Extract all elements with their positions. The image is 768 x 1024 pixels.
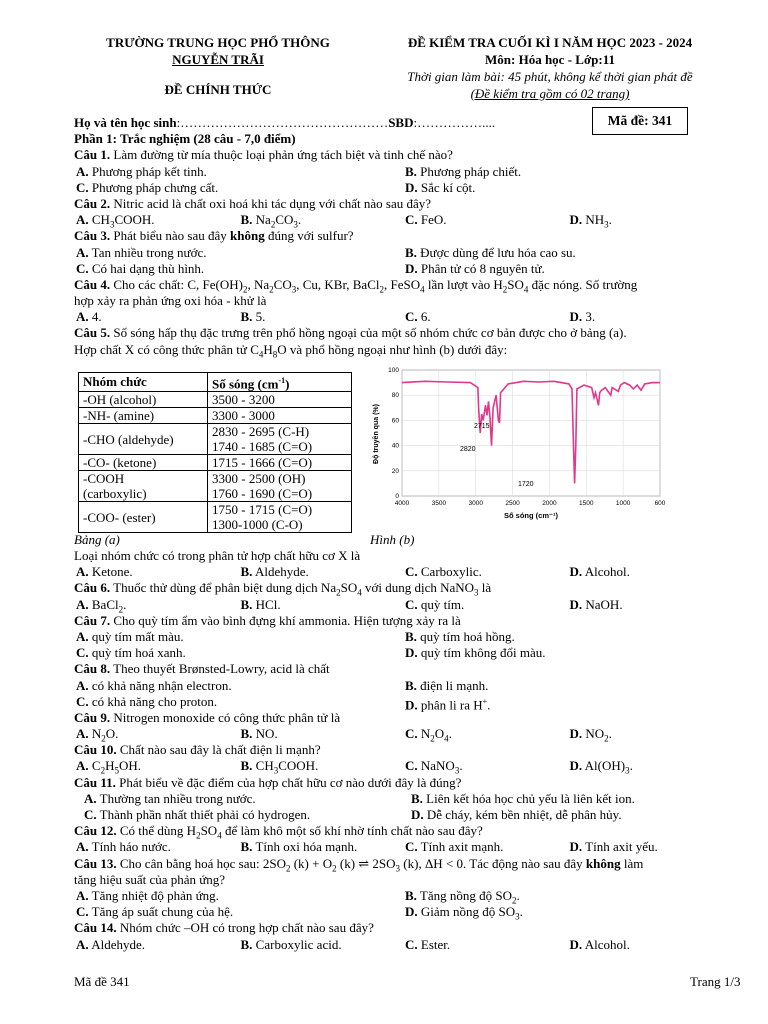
option-d[interactable]: D. $NO_2$. bbox=[569, 726, 612, 744]
option-b[interactable]: B. Liên kết hóa học chủ yếu là liên kết ion. bbox=[411, 790, 635, 806]
option-d[interactable]: D. phân li ra H+. bbox=[405, 696, 491, 713]
option-a[interactable]: A. Thường tan nhiều trong nước. bbox=[84, 790, 256, 806]
option-b[interactable]: B. HCl. bbox=[240, 596, 281, 612]
x-tick-label: 2500 bbox=[505, 499, 520, 507]
option-c[interactable]: C. Có hai dạng thù hình. bbox=[76, 260, 205, 276]
x-tick-label: 600 bbox=[654, 499, 666, 507]
footer-page-number: Trang 1/3 bbox=[690, 974, 741, 989]
question-number: Câu 1. bbox=[74, 147, 111, 163]
name-label: Họ và tên học sinh bbox=[74, 115, 177, 130]
q14-options bbox=[74, 937, 734, 953]
caption-table-a: Bảng (a) bbox=[74, 531, 120, 547]
question-11: Câu 11. Phát biểu về đặc điểm của hợp chất hữu cơ nào dưới đây là đúng? bbox=[74, 774, 462, 790]
q13-options-row2 bbox=[74, 904, 734, 920]
option-d[interactable]: D. Giảm nồng độ $SO_3$. bbox=[405, 904, 523, 922]
q3-options-row2 bbox=[74, 261, 734, 277]
option-b[interactable]: B. Tăng nồng độ $SO_2$. bbox=[405, 887, 520, 906]
option-a[interactable]: A. $CH_3COOH$. bbox=[76, 212, 155, 230]
y-tick-label: 40 bbox=[391, 442, 399, 450]
exam-code-box: Mã đề: 341 bbox=[592, 107, 688, 135]
y-tick-label: 80 bbox=[391, 392, 399, 400]
option-a[interactable]: A. $C_2H_5OH$. bbox=[76, 758, 141, 777]
question-4-cont: hợp xảy ra phản ứng oxi hóa - khử là bbox=[74, 293, 267, 309]
table-cell: -NH- (amine) bbox=[79, 408, 208, 424]
q2-options bbox=[74, 212, 734, 228]
q10-options bbox=[74, 758, 734, 777]
option-d[interactable]: D. Alcohol. bbox=[569, 936, 630, 952]
option-c[interactable]: C. $N_2O_4$. bbox=[405, 726, 452, 744]
y-axis-label: Độ truyền qua (%) bbox=[373, 403, 380, 464]
option-c[interactable]: C. có khả năng cho proton. bbox=[76, 693, 218, 709]
student-info-line bbox=[74, 115, 734, 131]
name-dots: :………………………………………… bbox=[176, 115, 389, 130]
y-tick-label: 60 bbox=[391, 417, 399, 425]
question-8: Câu 8. Theo thuyết Brønsted-Lowry, acid là chất bbox=[74, 661, 330, 677]
y-tick-label: 100 bbox=[388, 366, 399, 374]
question-14: Câu 14. Nhóm chức –OH có trong hợp chất nào sau đây? bbox=[74, 920, 374, 936]
question-5-cont: Hợp chất X có công thức phân tử $C_4H_8O$ và phổ hồng ngoại như hình (b) dưới đây: bbox=[74, 341, 508, 360]
option-c[interactable]: C. Carboxylic. bbox=[405, 564, 482, 580]
table-cell: -CO- (ketone) bbox=[79, 455, 208, 471]
question-3: Câu 3. Phát biểu nào sau đây không đúng với sulfur? bbox=[74, 228, 354, 244]
q8-options-row1 bbox=[74, 678, 734, 694]
question-13: Câu 13. Cho cân bằng hoá học sau: $2SO_2$ $(k) + O_2$ (k) ⇌ $2SO_3$ (k), ΔH < 0. Tác động nào sau đây không làm bbox=[74, 855, 644, 874]
option-a[interactable]: A. Tính háo nước. bbox=[76, 839, 171, 855]
y-tick-label: 20 bbox=[391, 467, 399, 475]
table-cell: 1715 - 1666 (C=O) bbox=[208, 455, 352, 471]
q12-options bbox=[74, 839, 734, 855]
option-b[interactable]: B. 5. bbox=[240, 309, 266, 325]
question-10: Câu 10. Chất nào sau đây là chất điện li mạnh? bbox=[74, 742, 321, 758]
time-line: Thời gian làm bài: 45 phút, không kể thời gian phát đề bbox=[407, 69, 693, 84]
part1-heading: Phần 1: Trắc nghiệm (28 câu - 7,0 điểm) bbox=[74, 131, 296, 147]
option-d[interactable]: D. Sắc kí cột. bbox=[405, 179, 476, 195]
option-b[interactable]: B. quỳ tím hoá hồng. bbox=[405, 628, 515, 644]
question-6: Câu 6. Thuốc thử dùng để phân biệt dung dịch $Na_2SO_4$ với dung dịch NaNO$_3$ là bbox=[74, 580, 492, 598]
table-cell: -COO- (ester) bbox=[79, 502, 208, 533]
question-12: Câu 12. Có thể dùng $H_2SO_4$ để làm khô một số khí nhờ tính chất nào sau đây? bbox=[74, 823, 483, 841]
option-d[interactable]: D. 3. bbox=[569, 309, 596, 325]
school-header bbox=[78, 34, 358, 98]
option-d[interactable]: D. NaOH. bbox=[569, 596, 623, 612]
exam-title: ĐỀ KIỂM TRA CUỐI KÌ I NĂM HỌC 2023 - 2024 bbox=[407, 35, 693, 50]
option-b[interactable]: B. Phương pháp chiết. bbox=[405, 163, 522, 179]
exam-content bbox=[74, 115, 734, 953]
option-b[interactable]: B. Carboxylic acid. bbox=[240, 936, 342, 952]
option-b[interactable]: B. $Na_2CO_3$. bbox=[240, 212, 302, 230]
option-b[interactable]: B. Tính oxi hóa mạnh. bbox=[240, 839, 358, 855]
school-name-line1: TRƯỜNG TRUNG HỌC PHỔ THÔNG bbox=[106, 35, 330, 50]
option-a[interactable]: A. Ketone. bbox=[76, 564, 133, 580]
table-cell: -CHO (aldehyde) bbox=[79, 424, 208, 455]
q7-options-row2 bbox=[74, 645, 734, 661]
x-tick-label: 2000 bbox=[542, 499, 557, 507]
table-cell: 3500 - 3200 bbox=[208, 392, 352, 408]
x-tick-label: 4000 bbox=[394, 499, 410, 507]
option-a[interactable]: A. Tan nhiều trong nước. bbox=[76, 244, 207, 260]
option-a[interactable]: A. 4. bbox=[76, 309, 102, 325]
option-a[interactable]: A. có khả năng nhận electron. bbox=[76, 677, 232, 693]
peak-label-2820: 2820 bbox=[460, 445, 476, 453]
table-header-wavenumber: Số sóng $(cm^{-1})$ bbox=[208, 372, 352, 391]
x-tick-label: 3500 bbox=[431, 499, 447, 507]
footer-exam-code: Mã đề 341 bbox=[74, 974, 130, 989]
option-b[interactable]: B. Aldehyde. bbox=[240, 564, 309, 580]
school-name-line2: NGUYỄN TRÃI bbox=[172, 52, 264, 67]
question-number: Câu 2. bbox=[74, 195, 111, 211]
option-c[interactable]: C. Tăng áp suất chung của hệ. bbox=[76, 904, 234, 920]
ir-spectrum-graph bbox=[370, 364, 670, 530]
option-c[interactable]: C. quỳ tím hoá xanh. bbox=[76, 645, 186, 661]
option-a[interactable]: A. $N_2O$. bbox=[76, 726, 119, 744]
option-c[interactable]: C. 6. bbox=[405, 309, 431, 325]
option-b[interactable]: B. Được dùng để lưu hóa cao su. bbox=[405, 244, 576, 260]
question-9: Câu 9. Nitrogen monoxide có công thức phân tử là bbox=[74, 709, 341, 725]
table-cell: -COOH (carboxylic) bbox=[79, 471, 208, 502]
pages-note: (Đề kiểm tra gồm có 02 trang) bbox=[470, 86, 630, 101]
q5-figure-area bbox=[74, 358, 734, 536]
option-b[interactable]: B. điện li mạnh. bbox=[405, 677, 489, 693]
question-7: Câu 7. Cho quỳ tím ẩm vào bình đựng khí ammonia. Hiện tượng xảy ra là bbox=[74, 612, 461, 628]
option-d[interactable]: D. $Al(OH)_3$. bbox=[569, 758, 633, 777]
exam-header bbox=[370, 34, 730, 102]
q1-options-row1 bbox=[74, 164, 734, 180]
q6-options bbox=[74, 597, 734, 613]
option-a[interactable]: A. Aldehyde. bbox=[76, 936, 145, 952]
q13-options-row1 bbox=[74, 888, 734, 904]
option-d[interactable]: D. Tính axit yếu. bbox=[569, 839, 658, 855]
option-c[interactable]: C. Tính axit mạnh. bbox=[405, 839, 504, 855]
option-b[interactable]: B. NO. bbox=[240, 726, 278, 742]
caption-figure-b: Hình (b) bbox=[370, 531, 415, 547]
option-c[interactable]: C. Thành phần nhất thiết phải có hydrogen. bbox=[84, 807, 311, 822]
subject-line: Môn: Hóa học - Lớp:11 bbox=[485, 52, 615, 67]
question-text: Làm đường từ mía thuộc loại phản ứng tách biệt và tinh chế nào? bbox=[110, 147, 453, 163]
q5-options bbox=[74, 564, 734, 580]
x-tick-label: 1500 bbox=[579, 499, 594, 507]
table-header-group: Nhóm chức bbox=[79, 372, 208, 391]
official-label: ĐỀ CHÍNH THỨC bbox=[164, 82, 272, 97]
q9-options bbox=[74, 726, 734, 742]
x-tick-label: 1000 bbox=[615, 499, 631, 507]
x-tick-label: 3000 bbox=[468, 499, 483, 507]
sbd-label: SBD bbox=[388, 115, 414, 130]
table-cell: 3300 - 2500 (OH) 1760 - 1690 (C=O) bbox=[208, 471, 352, 502]
question-5: Câu 5. Số sóng hấp thụ đặc trưng trên phổ hồng ngoại của một số nhóm chức cơ bản được cho ở bảng (a). bbox=[74, 325, 627, 341]
option-c[interactable]: C. Ester. bbox=[405, 936, 451, 952]
question-4: Câu 4. Cho các chất: C, $Fe(OH)_2$, $Na_2CO_3$, Cu, KBr, BaCl$_2$, FeSO$_4$ lần lượt vào $H_2SO_4$ đặc nóng. Số trường bbox=[74, 276, 638, 295]
option-d[interactable]: D. quỳ tím không đổi màu. bbox=[405, 645, 546, 661]
question-2 bbox=[74, 196, 734, 212]
option-d[interactable]: D. $NH_3$. bbox=[569, 212, 612, 230]
wavenumber-table bbox=[78, 372, 352, 533]
option-c[interactable]: C. quỳ tím. bbox=[405, 596, 465, 612]
question-13-cont: tăng hiệu suất của phản ứng? bbox=[74, 871, 226, 887]
table-cell: 1750 - 1715 (C=O) 1300-1000 (C-O) bbox=[208, 502, 352, 533]
option-d[interactable]: D. Alcohol. bbox=[569, 564, 630, 580]
sbd-dots: :…………….... bbox=[413, 115, 496, 130]
q1-options-row2 bbox=[74, 180, 734, 196]
option-a[interactable]: A. quỳ tím mất màu. bbox=[76, 628, 184, 644]
option-a[interactable]: A. Tăng nhiệt độ phản ứng. bbox=[76, 887, 219, 903]
option-b[interactable]: B. $CH_3COOH$. bbox=[240, 758, 319, 777]
table-cell: 2830 - 2695 (C-H) 1740 - 1685 (C=O) bbox=[208, 424, 352, 455]
question-text: Nitric acid là chất oxi hoá khi tác dụng với chất nào sau đây? bbox=[110, 195, 432, 211]
y-tick-label: 0 bbox=[395, 492, 399, 500]
option-d[interactable]: D. Phân tử có 8 nguyên tử. bbox=[405, 260, 545, 276]
peak-label-2715: 2715 bbox=[474, 422, 490, 430]
option-c[interactable]: C. FeO. bbox=[405, 212, 447, 228]
x-axis-label: Số sóng (cm⁻¹) bbox=[504, 510, 558, 520]
option-a[interactable]: A. Phương pháp kết tinh. bbox=[76, 163, 207, 179]
peak-label-1720: 1720 bbox=[518, 480, 534, 488]
option-d[interactable]: D. Dễ cháy, kém bền nhiệt, dễ phân hủy. bbox=[411, 807, 622, 822]
option-a[interactable]: A. BaCl$_2$. bbox=[76, 596, 127, 615]
question-5-ask: Loại nhóm chức có trong phân tử hợp chất hữu cơ X là bbox=[74, 548, 361, 563]
table-cell: 3300 - 3000 bbox=[208, 408, 352, 424]
question-1 bbox=[74, 147, 734, 163]
q7-options-row1 bbox=[74, 629, 734, 645]
q3-options-row1 bbox=[74, 245, 734, 261]
option-c[interactable]: C. Phương pháp chưng cất. bbox=[76, 179, 219, 195]
table-cell: -OH (alcohol) bbox=[79, 392, 208, 408]
q8-options-row2 bbox=[74, 693, 734, 713]
q4-options bbox=[74, 309, 734, 325]
q11-options-row1 bbox=[74, 791, 734, 807]
option-c[interactable]: C. NaNO$_3$. bbox=[405, 758, 463, 777]
q11-options-row2 bbox=[74, 807, 734, 823]
